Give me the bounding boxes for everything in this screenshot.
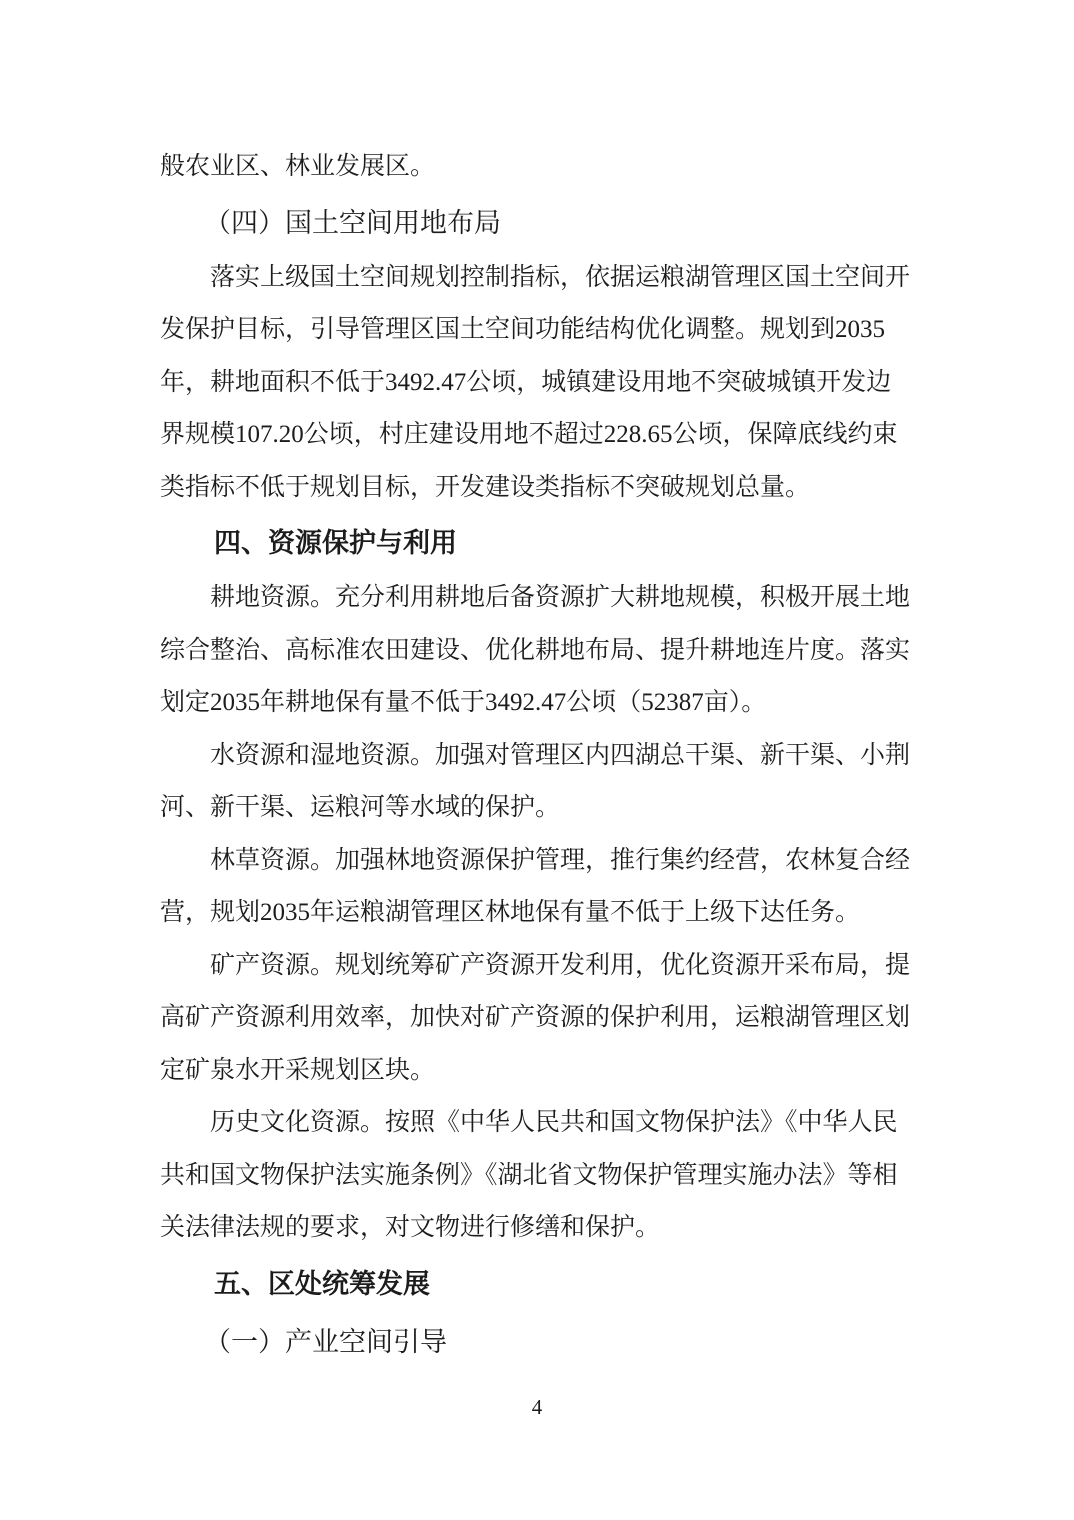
text-line: 年，耕地面积不低于3492.47公顷，城镇建设用地不突破城镇开发边 bbox=[160, 368, 892, 396]
text-line: 发保护目标，引导管理区国土空间功能结构优化调整。规划到2035 bbox=[160, 316, 886, 343]
paragraph bbox=[160, 835, 915, 940]
text-line: 共和国文物保护法实施条例》《湖北省文物保护管理实施办法》等相 bbox=[160, 1161, 898, 1189]
text-line: 划定2035年耕地保有量不低于3492.47公顷（52387亩）。 bbox=[160, 689, 767, 716]
text-line: 矿产资源。规划统筹矿产资源开发利用，优化资源开采布局，提 bbox=[210, 951, 911, 979]
text-line: 五、区处统筹发展 bbox=[214, 1268, 430, 1299]
text-line: 林草资源。加强林地资源保护管理，推行集约经营，农林复合经 bbox=[210, 846, 911, 874]
paragraph bbox=[160, 730, 915, 835]
document-body bbox=[160, 141, 915, 1371]
paragraph bbox=[160, 940, 915, 1098]
text-line: 历史文化资源。按照《中华人民共和国文物保护法》《中华人民 bbox=[210, 1109, 898, 1136]
text-line: 类指标不低于规划目标，开发建设类指标不突破规划总量。 bbox=[160, 473, 811, 501]
paragraph bbox=[160, 572, 915, 730]
text-line: 落实上级国土空间规划控制指标，依据运粮湖管理区国土空间开 bbox=[210, 263, 911, 291]
text-line: 定矿泉水开采规划区块。 bbox=[160, 1056, 436, 1084]
paragraph bbox=[160, 1097, 915, 1255]
text-line: 关法律法规的要求，对文物进行修缮和保护。 bbox=[160, 1214, 661, 1241]
text-line: （四）国土空间用地布局 bbox=[204, 207, 501, 238]
text-line: 界规模107.20公顷，村庄建设用地不超过228.65公顷，保障底线约束 bbox=[160, 421, 898, 448]
text-line: 营，规划2035年运粮湖管理区林地保有量不低于上级下达任务。 bbox=[160, 899, 861, 926]
text-line: 综合整治、高标准农田建设、优化耕地布局、提升耕地连片度。落实 bbox=[160, 636, 911, 664]
text-line: 水资源和湿地资源。加强对管理区内四湖总干渠、新干渠、小荆 bbox=[210, 741, 911, 769]
text-line: 般农业区、林业发展区。 bbox=[160, 153, 436, 180]
text-line: 河、新干渠、运粮河等水域的保护。 bbox=[160, 794, 561, 821]
paragraph bbox=[160, 141, 915, 194]
text-line: 高矿产资源利用效率，加快对矿产资源的保护利用，运粮湖管理区划 bbox=[160, 1004, 911, 1031]
heading bbox=[160, 514, 915, 572]
page-number: 4 bbox=[531, 1395, 543, 1419]
paragraph bbox=[160, 252, 915, 515]
subheading bbox=[160, 1313, 915, 1371]
heading bbox=[160, 1255, 915, 1313]
text-line: 耕地资源。充分利用耕地后备资源扩大耕地规模，积极开展土地 bbox=[210, 584, 911, 611]
text-line: 四、资源保护与利用 bbox=[214, 528, 457, 558]
subheading bbox=[160, 194, 915, 252]
text-line: （一）产业空间引导 bbox=[204, 1326, 447, 1357]
